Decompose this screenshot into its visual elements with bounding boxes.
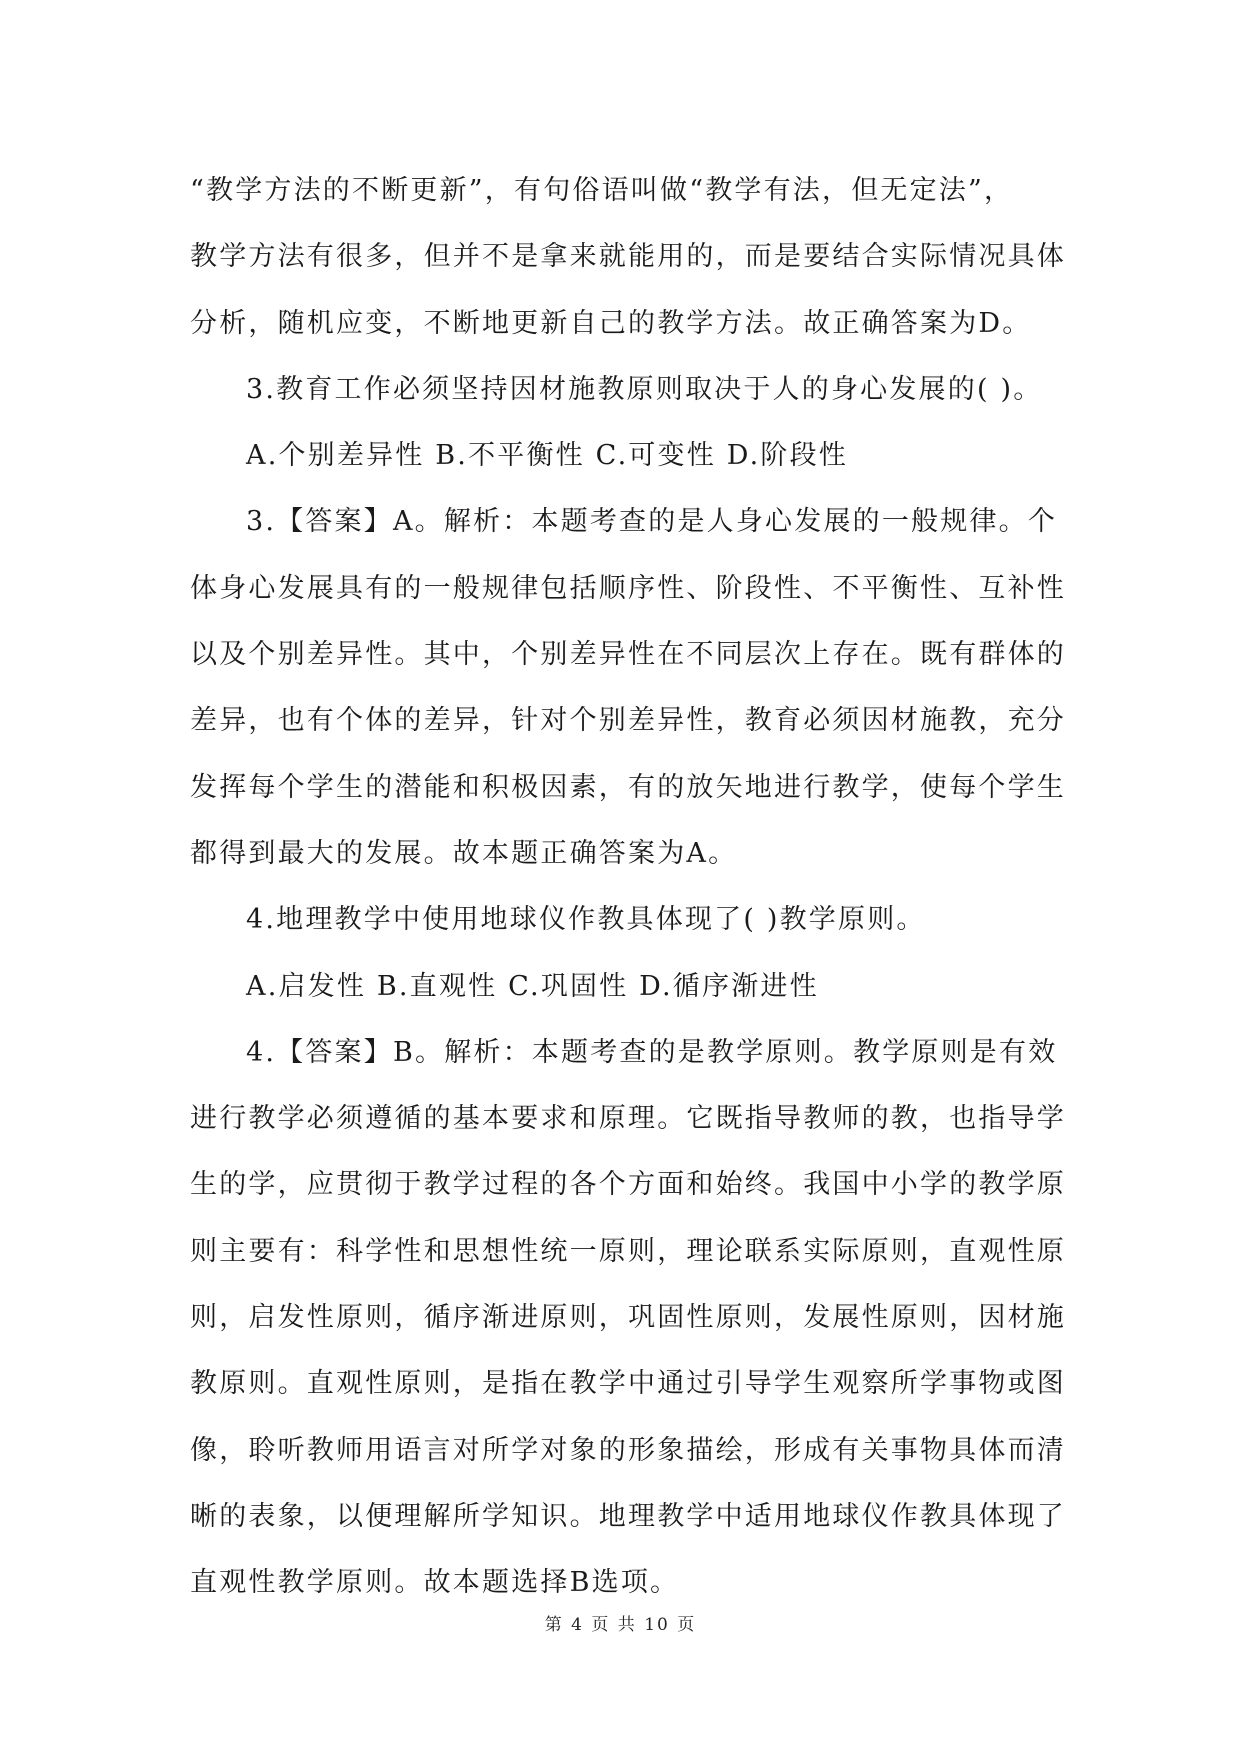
text-line: 教原则。直观性原则，是指在教学中通过引导学生观察所学事物或图 <box>190 1368 1066 1400</box>
answer-4-heading: 4.【答案】B。解析：本题考查的是教学原则。教学原则是有效 <box>246 1036 1058 1068</box>
answer-3-heading: 3.【答案】A。解析：本题考查的是人身心发展的一般规律。个 <box>246 506 1058 538</box>
text-line: 差异，也有个体的差异，针对个别差异性，教育必须因材施教，充分 <box>190 705 1066 737</box>
text-line: 像，聆听教师用语言对所学对象的形象描绘，形成有关事物具体而清 <box>190 1434 1066 1466</box>
text-line: 直观性教学原则。故本题选择B选项。 <box>190 1567 680 1599</box>
page-number-footer: 第 4 页 共 10 页 <box>544 1615 697 1635</box>
document-body <box>190 158 1066 1617</box>
text-line: 则主要有：科学性和思想性统一原则，理论联系实际原则，直观性原 <box>190 1235 1066 1267</box>
text-line: 以及个别差异性。其中，个别差异性在不同层次上存在。既有群体的 <box>190 639 1066 671</box>
text-line: 体身心发展具有的一般规律包括顺序性、阶段性、不平衡性、互补性 <box>190 572 1066 604</box>
text-line: 分析，随机应变，不断地更新自己的教学方法。故正确答案为D。 <box>190 307 1032 339</box>
text-line: 发挥每个学生的潜能和积极因素，有的放矢地进行教学，使每个学生 <box>190 771 1066 803</box>
text-line: 都得到最大的发展。故本题正确答案为A。 <box>190 837 738 869</box>
text-line: 教学方法有很多，但并不是拿来就能用的，而是要结合实际情况具体 <box>190 241 1066 273</box>
question-4-options: A.启发性 B.直观性 C.巩固性 D.循序渐进性 <box>246 970 819 1002</box>
text-line: 则，启发性原则，循序渐进原则，巩固性原则，发展性原则，因材施 <box>190 1302 1066 1334</box>
question-3-text: 3.教育工作必须坚持因材施教原则取决于人的身心发展的( )。 <box>246 373 1043 405</box>
text-line: 进行教学必须遵循的基本要求和原理。它既指导教师的教，也指导学 <box>190 1103 1066 1135</box>
text-line: 晰的表象，以便理解所学知识。地理教学中适用地球仪作教具体现了 <box>190 1500 1066 1532</box>
question-3-options: A.个别差异性 B.不平衡性 C.可变性 D.阶段性 <box>246 440 848 472</box>
question-4-text: 4.地理教学中使用地球仪作教具体现了( )教学原则。 <box>246 904 926 936</box>
text-line: 生的学，应贯彻于教学过程的各个方面和始终。我国中小学的教学原 <box>190 1169 1066 1201</box>
text-line: “教学方法的不断更新”，有句俗语叫做“教学有法，但无定法”， <box>190 175 1014 206</box>
